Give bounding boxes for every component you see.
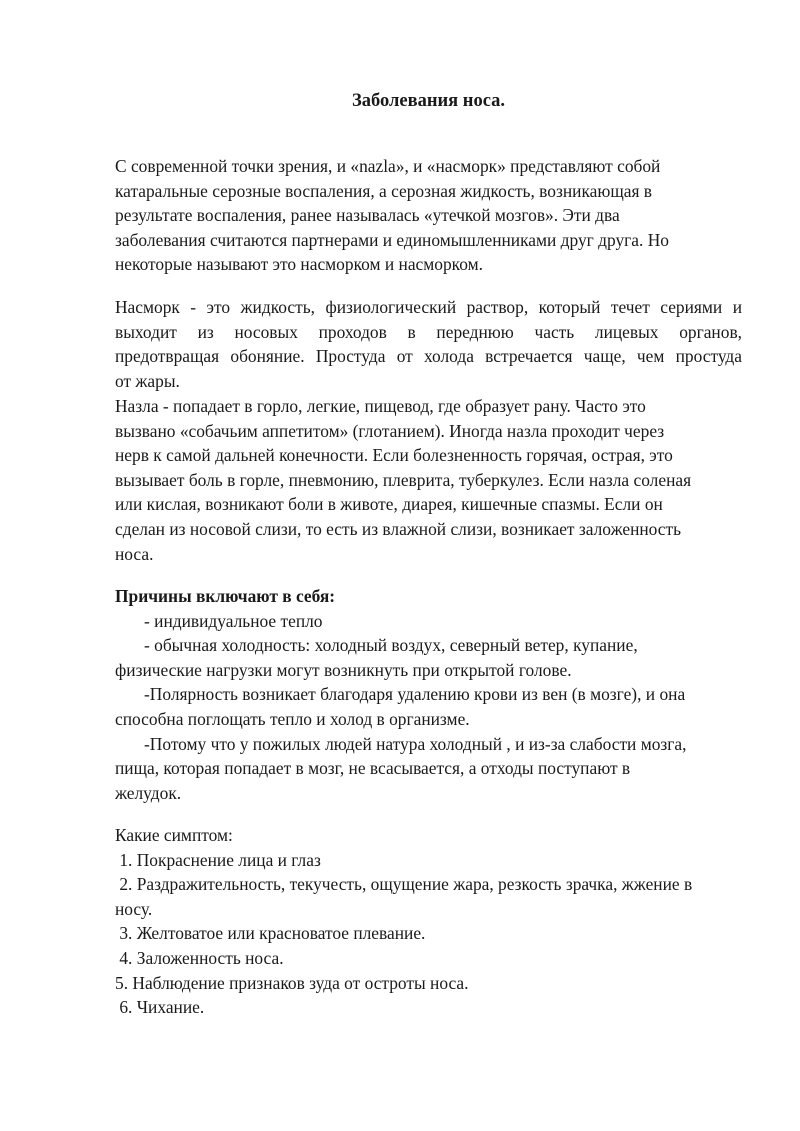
document-title: Заболевания носа. [351,91,506,111]
symptom-item: 2. Раздражительность, текучесть, ощущение жара, резкость зрачка, жжение в [115,874,693,895]
cause-item: -Потому что у пожилых людей натура холодный , и из-за слабости мозга, [144,733,687,754]
text-line: Насморк - это жидкость, физиологический раствор, который течет сериями и [115,297,742,317]
symptom-item: 6. Чихание. [115,997,205,1018]
nazla-paragraph [115,394,742,566]
text-line: вызвано «собачьим аппетитом» (глотанием). Иногда назла проходит через [115,420,665,441]
text-line: от жары. [115,370,180,391]
symptom-item: 5. Наблюдение признаков зуда от остроты носа. [115,972,469,993]
text-line: желудок. [115,782,182,803]
text-line: Назла - попадает в горло, легкие, пищевод, где образует рану. Часто это [115,396,646,416]
text-line: сделан из носовой слизи, то есть из влажной слизи, возникает заложенность [115,518,682,539]
text-line: вызывает боль в горле, пневмонию, плеврита, туберкулез. Если назла соленая [115,469,692,490]
text-line: или кислая, возникают боли в животе, диарея, кишечные спазмы. Если он [115,494,663,515]
text-line: выходит из носовых проходов в переднюю часть лицевых органов, [115,321,742,342]
text-line: результате воспаления, ранее называлась «утечкой мозгов». Эти два [115,205,620,226]
text-line: заболевания считаются партнерами и единомышленниками друг друга. Но [115,229,669,250]
causes-heading: Причины включают в себя: [115,586,336,606]
text-line: нерв к самой дальней конечности. Если болезненность горячая, острая, это [115,445,673,466]
causes-section [115,584,742,805]
symptom-item: 3. Желтоватое или красноватое плевание. [115,923,426,944]
symptoms-section [115,823,742,1020]
cause-item: - обычная холодность: холодный воздух, северный ветер, купание, [144,635,638,656]
symptom-item-continuation: носу. [115,898,153,919]
text-line: С современной точки зрения, и «nazla», и «насморк» представляют собой [115,156,661,176]
symptoms-heading: Какие симптом: [115,825,233,845]
cause-item: -Полярность возникает благодаря удалению крови из вен (в мозге), и она [144,684,686,705]
cause-item: - индивидуальное тепло [144,610,323,631]
text-line: физические нагрузки могут возникнуть при открытой голове. [115,659,572,680]
text-line: пища, которая попадает в мозг, не всасывается, а отходы поступают в [115,758,631,779]
symptom-item: 1. Покраснение лица и глаз [115,849,321,870]
intro-paragraph [115,154,742,277]
text-line: носа. [115,543,154,564]
text-line: некоторые называют это насморком и насморком. [115,254,483,275]
symptom-item: 4. Заложенность носа. [115,947,284,968]
rhinitis-paragraph [115,295,742,393]
text-line: катаральные серозные воспаления, а серозная жидкость, возникающая в [115,180,653,201]
text-line: способна поглощать тепло и холод в организме. [115,708,470,729]
text-line: предотвращая обоняние. Простуда от холода встречается чаще, чем простуда [115,346,742,367]
